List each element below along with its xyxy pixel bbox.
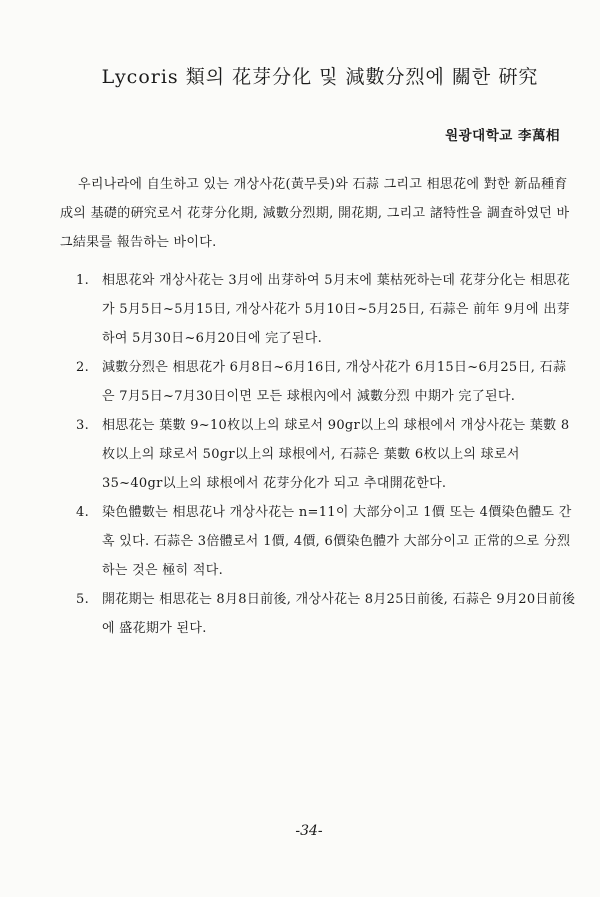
item-text: 染色體數는 相思花나 개상사花는 n=11이 大部分이고 1價 또는 4價染色體도 간혹 있다. 石蒜은 3倍體로서 1價, 4價, 6價染色體가 大部分이고 正常的으로 分烈하는 것은 極히 적다. bbox=[102, 505, 572, 578]
item-number: 3. bbox=[76, 418, 90, 433]
item-number: 2. bbox=[76, 360, 90, 375]
page-title: Lycoris 類의 花芽分化 및 減數分烈에 關한 硏究 bbox=[101, 66, 539, 88]
item-text: 相思花와 개상사花는 3月에 出芽하여 5月末에 葉枯死하는데 花芽分化는 相思花가 5月5日~5月15日, 개상사花가 5月10日~5月25日, 石蒜은 前年 9月에 出芽하여 5月30日~6月20日에 完了된다. bbox=[102, 273, 571, 346]
list-item bbox=[76, 353, 576, 411]
findings-list bbox=[76, 266, 576, 643]
item-text: 減數分烈은 相思花가 6月8日~6月16日, 개상사花가 6月15日~6月25日, 石蒜은 7月5日~7月30日이면 모든 球根內에서 減數分烈 中期가 完了된다. bbox=[102, 360, 567, 404]
page-number: -34- bbox=[295, 823, 323, 839]
list-item bbox=[76, 411, 576, 498]
intro-paragraph: 우리나라에 自生하고 있는 개상사花(黃무릇)와 石蒜 그리고 相思花에 對한 新品種育成의 基礎的硏究로서 花芽分化期, 減數分烈期, 開花期, 그리고 諸特性을 調査하였던 바 그結果를 報告하는 바이다. bbox=[60, 177, 570, 250]
list-item bbox=[76, 585, 576, 643]
item-number: 5. bbox=[76, 592, 90, 607]
list-item bbox=[76, 498, 576, 585]
list-item bbox=[76, 266, 576, 353]
item-number: 1. bbox=[76, 273, 90, 288]
item-text: 相思花는 葉數 9~10枚以上의 球로서 90gr以上의 球根에서 개상사花는 葉數 8枚以上의 球로서 50gr以上의 球根에서, 石蒜은 葉數 6枚以上의 球로서 35~40gr以上의 球根에서 花芽分化가 되고 추대開花한다. bbox=[102, 418, 570, 491]
item-text: 開花期는 相思花는 8月8日前後, 개상사花는 8月25日前後, 石蒜은 9月20日前後에 盛花期가 된다. bbox=[102, 592, 576, 636]
author-line: 원광대학교 李萬相 bbox=[445, 128, 560, 144]
item-number: 4. bbox=[76, 505, 90, 520]
